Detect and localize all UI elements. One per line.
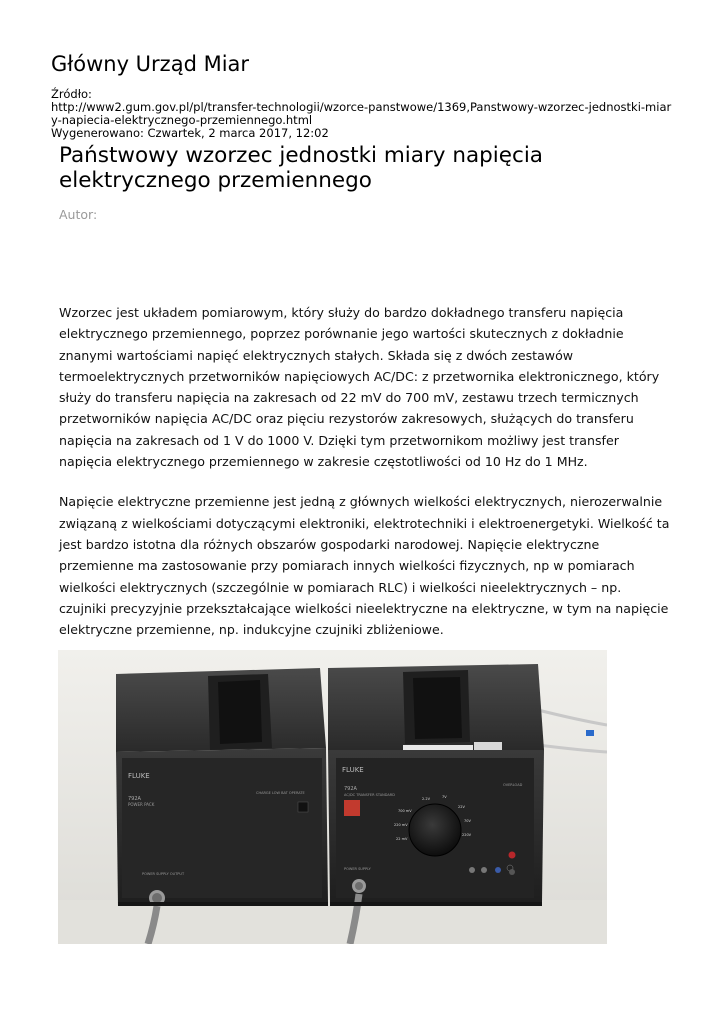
left-indicators: CHARGE LOW BAT OPERATE — [256, 791, 305, 795]
site-title: Główny Urząd Miar — [51, 52, 250, 76]
range-label: 7V — [442, 795, 447, 799]
range-label: 2.2V — [422, 797, 430, 801]
left-port-label: POWER SUPPLY OUTPUT — [142, 872, 185, 876]
article-photo — [58, 650, 607, 944]
left-model: 792A — [128, 796, 141, 802]
left-brand: FLUKE — [128, 772, 150, 780]
article-paragraph: Wzorzec jest układem pomiarowym, który służy do bardzo dokładnego transferu napięcia elektrycznego przemiennego, poprzez porównanie jego wartości skutecznych z dokładnie znanymi wartościami napięć elektrycznych stałych. Składa się z dwóch zestawów termoelektrycznych przetworników napięciowych AC/DC: z przetwornika elektronicznego, który służy do transferu napięcia na zakresach od 22 mV do 700 mV, zestawu trzech termicznych przetworników napięcia AC/DC oraz pięciu rezystorów zakresowych, służących do transferu napięcia na zakresach od 1 V do 1000 V. Dzięki tym przetwornikom możliwy jest transfer napięcia elektrycznego przemiennego w zakresie częstotliwości od 10 Hz do 1 MHz. — [59, 305, 660, 470]
source-url[interactable]: http://www2.gum.gov.pl/pl/transfer-technologii/wzorce-panstwowe/1369,Panstwowy-wzorzec-jednostki-miary-napiecia-elektrycznego-przemiennego.html — [51, 100, 672, 127]
range-label: 700 mV — [398, 809, 412, 813]
source-label: Źródło: — [51, 87, 92, 101]
generated-date: Wygenerowano: Czwartek, 2 marca 2017, 12:02 — [51, 126, 329, 140]
range-label: 22 mV — [396, 837, 408, 841]
right-port-label: POWER SUPPLY — [344, 867, 371, 871]
source-meta — [51, 88, 676, 140]
range-knob — [409, 804, 461, 856]
article-body — [59, 302, 671, 659]
right-brand: FLUKE — [342, 766, 364, 774]
left-model-sub: POWER PACK — [128, 802, 155, 807]
overload-label: OVERLOAD — [503, 783, 523, 787]
right-model-sub: AC/DC TRANSFER STANDARD — [344, 793, 395, 797]
article-paragraph: Napięcie elektryczne przemienne jest jedną z głównych wielkości elektrycznych, nierozerwalnie związaną z wielkościami dotyczącymi elektroniki, elektrotechniki i elektroenergetyki. Wielkość ta jest bardzo istotna dla różnych obszarów gospodarki narodowej. Napięcie elektryczne przemienne ma zastosowanie przy pomiarach innych wielkości fizycznych, np w pomiarach wielkości elektrycznych (szczególnie w pomiarach RLC) i wielkości nieelektrycznych – np. czujniki precyzyjnie przekształcające wielkości nieelektryczne na elektryczne, w tym na napięcie elektryczne przemienne, np. indukcyjne czujniki zbliżeniowe. — [59, 494, 670, 638]
fluke-792a-photo — [58, 650, 607, 944]
range-label: 220V — [462, 833, 472, 837]
range-label: 70V — [464, 819, 471, 823]
author-label: Autor: — [59, 207, 98, 222]
article-title: Państwowy wzorzec jednostki miary napięcia elektrycznego przemiennego — [59, 143, 543, 193]
range-label: 220 mV — [394, 823, 408, 827]
range-label: 22V — [458, 805, 465, 809]
right-model: 792A — [344, 786, 357, 792]
